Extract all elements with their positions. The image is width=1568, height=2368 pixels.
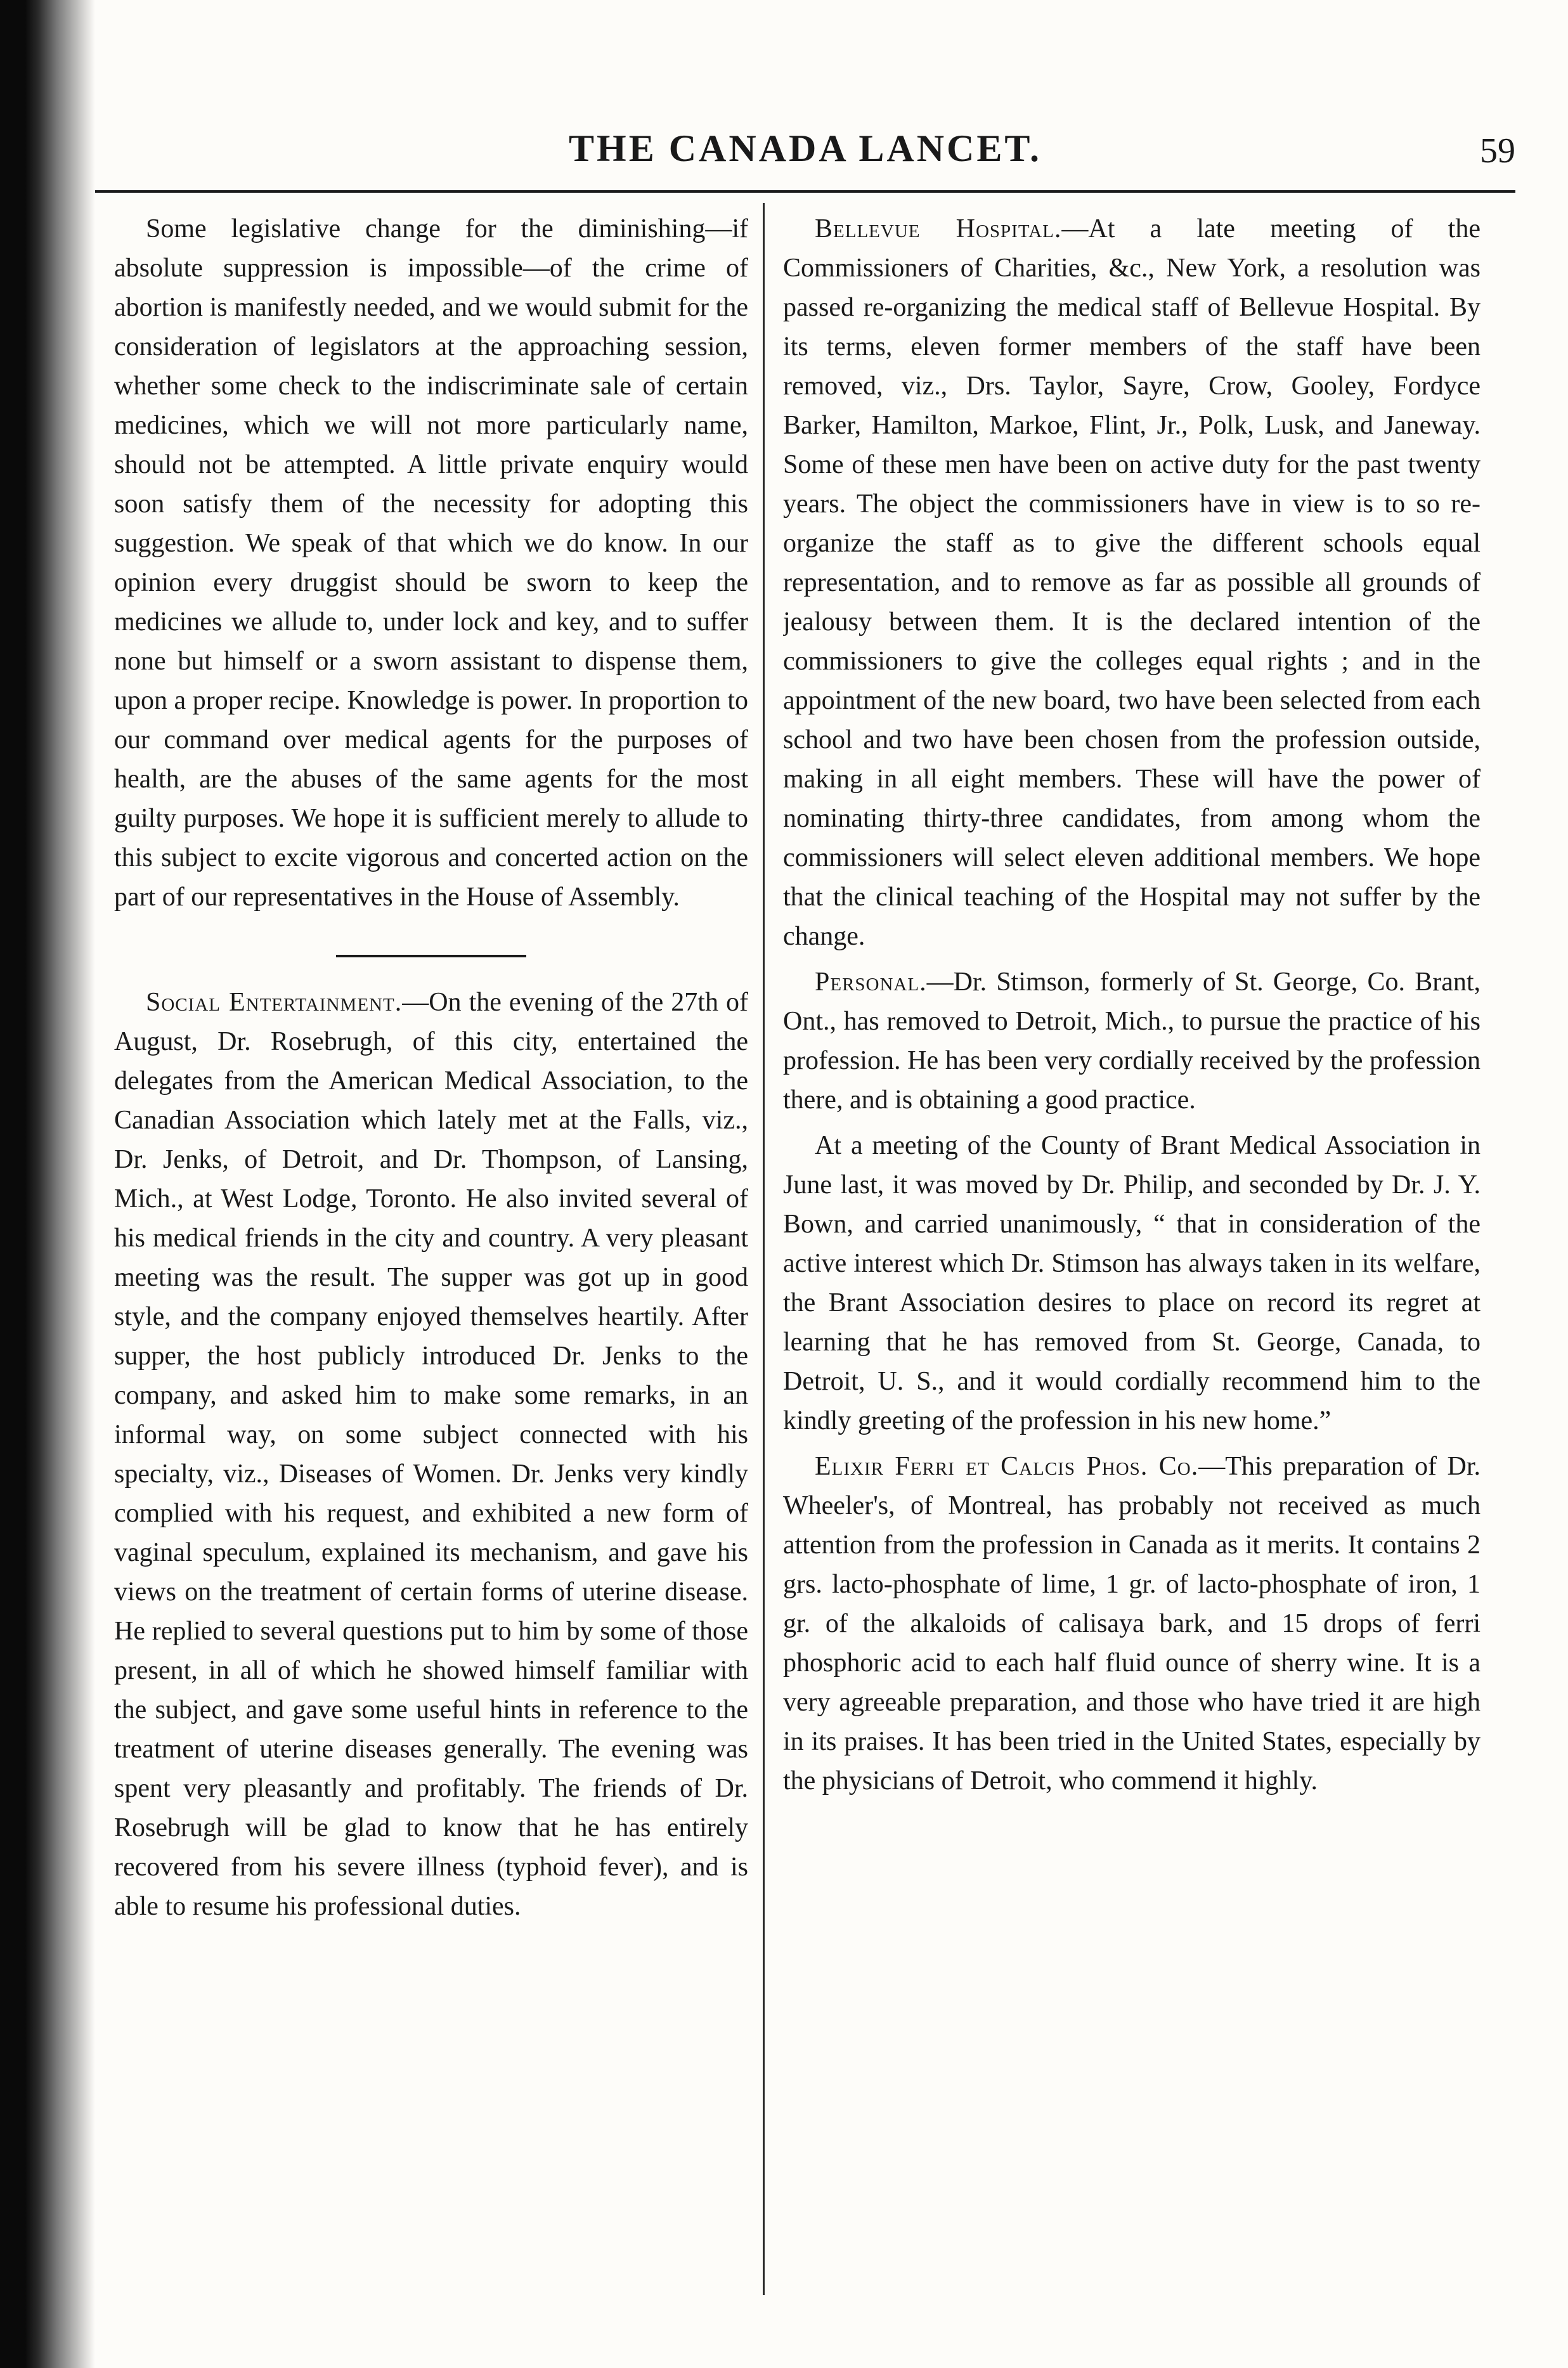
right-column (783, 209, 1481, 2301)
paragraph-text: —Dr. Stimson, formerly of St. George, Co. Brant, Ont., has removed to Detroit, Mich., to pursue the practice of his profession. He has been very cordially received by the profession there, and is obtaining a good practice. (783, 967, 1481, 1115)
header-rule (95, 190, 1515, 193)
section-heading-social-entertainment: Social Entertainment. (146, 988, 403, 1017)
paragraph-text: —On the evening of the 27th of August, Dr. Rosebrugh, of this city, entertained the delegates from the American Medical Association, to the Canadian Association which lately met at the Falls, viz., Dr. Jenks, of Detroit, and Dr. Thompson, of Lansing, Mich., at West Lodge, Toronto. He also invited several of his medical friends in the city and country. A very pleasant meeting was the result. The supper was got up in good style, and the company enjoyed themselves heartily. After supper, the host publicly introduced Dr. Jenks to the company, and asked him to make some remarks, in an informal way, on some subject connected with his specialty, viz., Diseases of Women. Dr. Jenks very kindly complied with his request, and exhibited a new form of vaginal speculum, explained its mechanism, and gave his views on the treatment of certain forms of uterine disease. He replied to several questions put to him by some of those present, in all of which he showed himself familiar with the subject, and gave some useful hints in reference to the treatment of uterine diseases generally. The evening was spent very pleasantly and profitably. The friends of Dr. Rosebrugh will be glad to know that he has entirely recovered from his severe illness (typhoid fever), and is able to resume his professional duties. (114, 988, 748, 1921)
paragraph-abortion-legislation: Some legislative change for the diminishing—if absolute suppression is impossible—of the crime of abortion is manifestly needed, and we would submit for the consideration of legislators at the approaching session, whether some check to the indiscriminate sale of certain medicines, which we will not more particularly name, should not be attempted. A little private enquiry would soon satisfy them of the necessity for adopting this suggestion. We speak of that which we do know. In our opinion every druggist should be sworn to keep the medicines we allude to, under lock and key, and to suffer none but himself or a sworn assistant to dispense them, upon a proper recipe. Knowledge is power. In proportion to our command over medical agents for the purposes of health, are the abuses of the same agents for the most guilty purposes. We hope it is sufficient merely to allude to this subject to excite vigorous and concerted action on the part of our representatives in the House of Assembly. (114, 214, 748, 912)
paragraph-text: —This preparation of Dr. Wheeler's, of Montreal, has probably not received as much attention from the profession in Canada as it merits. It contains 2 grs. lacto-phosphate of lime, 1 gr. of lacto-phosphate of iron, 1 gr. of the alkaloids of calisaya bark, and 15 drops of ferri phosphoric acid to each half fluid ounce of sherry wine. It is a very agreeable preparation, and those who have tried it are high in its praises. It has been tried in the United States, especially by the physicians of Detroit, who commend it highly. (783, 1452, 1481, 1795)
paragraph-text: —At a late meeting of the Commissioners of Charities, &c., New York, a resolution was passed re-organizing the medical staff of Bellevue Hospital. By its terms, eleven former members of the staff have been removed, viz., Drs. Taylor, Sayre, Crow, Gooley, Fordyce Barker, Hamilton, Markoe, Flint, Jr., Polk, Lusk, and Janeway. Some of these men have been on active duty for the past twenty years. The object the commissioners have in view is to so re-organize the staff as to give the different schools equal representation, and to remove as far as possible all grounds of jealousy between them. It is the declared intention of the commissioners to give the colleges equal rights ; and in the appointment of the new board, two have been selected from each school and two have been chosen from the profession outside, making in all eight members. These will have the power of nominating thirty-three candidates, from among whom the commissioners will select eleven additional members. We hope that the clinical teaching of the Hospital may not suffer by the change. (783, 214, 1481, 951)
running-title: THE CANADA LANCET. (569, 127, 1042, 169)
section-heading-bellevue-hospital: Bellevue Hospital. (815, 214, 1062, 243)
paragraph-elixir-ferri (783, 1447, 1481, 1801)
paragraph-brant-association: At a meeting of the County of Brant Medical Association in June last, it was moved by Dr. Philip, and seconded by Dr. J. Y. Bown, and carried unanimously, “ that in consideration of the active interest which Dr. Stimson has always taken in its welfare, the Brant Association desires to place on record its regret at learning that he has removed from St. George, Canada, to Detroit, U. S., and it would cordially recommend him to the kindly greeting of the profession in his new home.” (783, 1131, 1481, 1435)
paragraph-social-entertainment (114, 983, 748, 1926)
paragraph-personal (783, 962, 1481, 1120)
section-divider-ornament (336, 955, 526, 957)
left-column (114, 209, 748, 2301)
section-heading-personal: Personal. (815, 967, 927, 997)
section-heading-elixir-ferri: Elixir Ferri et Calcis Phos. Co. (815, 1452, 1199, 1481)
page-header (95, 127, 1515, 184)
page-number: 59 (1480, 131, 1515, 171)
column-divider (763, 203, 765, 2295)
paragraph-bellevue-hospital (783, 209, 1481, 956)
page-binding-shadow (0, 0, 95, 2368)
